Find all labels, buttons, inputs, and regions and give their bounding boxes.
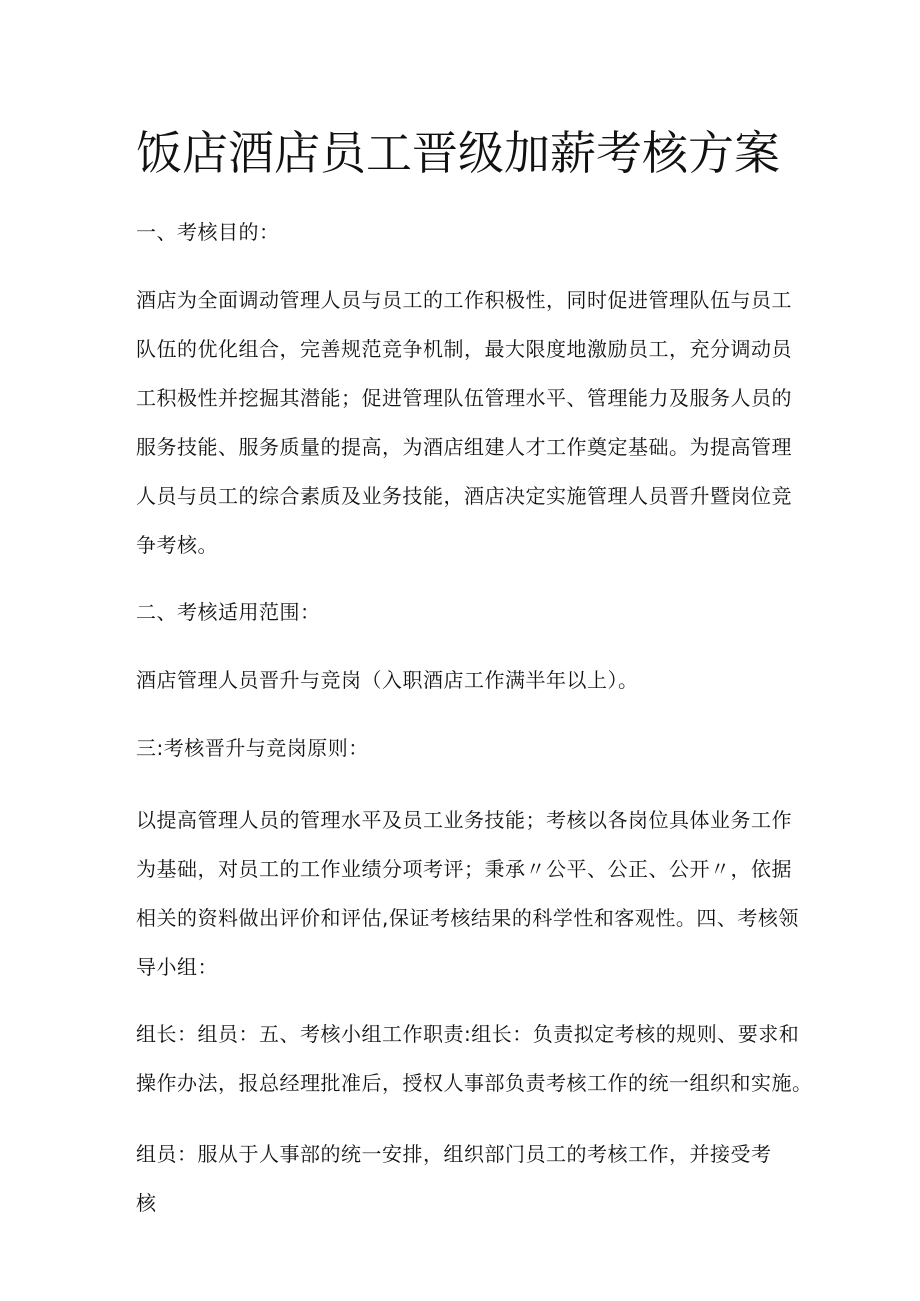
- paragraph-line: 工积极性并挖掘其潜能；促进管理队伍管理水平、管理能力及服务人员的: [136, 386, 792, 410]
- paragraph-line: 争考核。: [136, 533, 218, 557]
- section-heading-principles: 三:考核晋升与竞岗原则：: [136, 736, 369, 760]
- paragraph-line: 酒店为全面调动管理人员与员工的工作积极性，同时促进管理队伍与员工: [136, 288, 792, 312]
- section-heading-scope: 二、考核适用范围：: [136, 600, 321, 624]
- paragraph-line: 队伍的优化组合，完善规范竞争机制，最大限度地激励员工，充分调动员: [136, 337, 792, 361]
- paragraph-line: 为基础，对员工的工作业绩分项考评；秉承〃公平、公正、公开〃，依据: [136, 857, 792, 881]
- paragraph-members: 组员：服从于人事部的统一安排，组织部门员工的考核工作，并接受考核: [136, 1142, 772, 1215]
- paragraph-duties: [136, 1010, 813, 1108]
- paragraph-scope: 酒店管理人员晋升与竞岗（入职酒店工作满半年以上）。: [136, 668, 639, 692]
- paragraph-line: 相关的资料做出评价和评估,保证考核结果的科学性和客观性。四、考核领: [136, 906, 799, 930]
- section-heading-purpose: 一、考核目的：: [136, 220, 280, 244]
- paragraph-line: 服务技能、服务质量的提高，为酒店组建人才工作奠定基础。为提高管理: [136, 435, 792, 459]
- paragraph-principles: [136, 796, 799, 992]
- paragraph-line: 人员与员工的综合素质及业务技能，酒店决定实施管理人员晋升暨岗位竞: [136, 484, 792, 508]
- paragraph-purpose: [136, 276, 790, 570]
- document-title: 饭店酒店员工晋级加薪考核方案: [136, 126, 780, 180]
- paragraph-line: 导小组：: [136, 955, 218, 979]
- paragraph-line: 组长：组员：五、考核小组工作职责:组长：负责拟定考核的规则、要求和: [136, 1022, 800, 1046]
- paragraph-line: 操作办法，报总经理批准后，授权人事部负责考核工作的统一组织和实施。: [136, 1071, 813, 1095]
- paragraph-line: 以提高管理人员的管理水平及员工业务技能；考核以各岗位具体业务工作: [136, 808, 792, 832]
